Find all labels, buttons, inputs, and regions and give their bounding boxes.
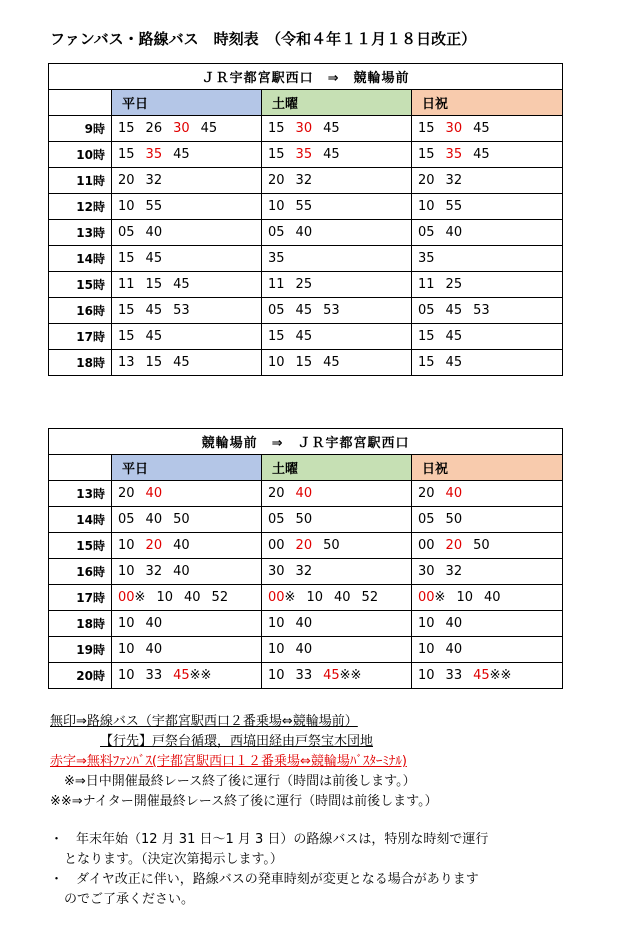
- saturday-times-cell: [262, 116, 412, 142]
- table-row: [49, 507, 563, 533]
- departure-minute: 40: [295, 616, 313, 631]
- departure-minute: 05: [418, 512, 435, 527]
- departure-minute: 35: [445, 147, 463, 162]
- holiday-times-cell: [412, 585, 563, 611]
- departure-minute: 00※: [418, 590, 446, 605]
- departure-minute: 45: [145, 329, 163, 344]
- holiday-times-cell: [412, 533, 563, 559]
- departure-minute: 10: [418, 668, 435, 683]
- service-mark: ※: [284, 590, 296, 605]
- holiday-times-cell: [412, 663, 563, 689]
- hour-cell: 15時: [49, 533, 112, 559]
- service-mark: ※: [134, 590, 146, 605]
- departure-minute: 20: [418, 173, 435, 188]
- holiday-times-cell: [412, 142, 563, 168]
- table-row: [49, 611, 563, 637]
- hour-cell: 13時: [49, 481, 112, 507]
- page-title: ファンバス・路線バス 時刻表 （令和４年１１月１８日改正）: [50, 30, 477, 48]
- saturday-times-cell: [262, 559, 412, 585]
- table-row: [49, 194, 563, 220]
- table-row: [49, 324, 563, 350]
- departure-minute: 10: [118, 199, 135, 214]
- departure-minute: 30: [418, 564, 435, 579]
- departure-minute: 50: [473, 538, 490, 553]
- departure-minute: 10: [156, 590, 173, 605]
- departure-minute: 13: [118, 355, 135, 370]
- departure-minute: 15: [268, 329, 285, 344]
- timetable-to-station: [48, 428, 563, 689]
- legend-destination: 【行先】戸祭台循環，西塙田経由戸祭宝木団地: [100, 734, 374, 749]
- departure-minute: 45: [173, 147, 190, 162]
- departure-minute: 20: [118, 486, 135, 501]
- table-row: [49, 298, 563, 324]
- legend-plain: 無印⇒路線バス（宇都宮駅西口２番乗場⇔競輪場前）: [50, 714, 358, 729]
- departure-minute: 45※※: [173, 668, 212, 683]
- notice-new-year: ・ 年末年始（12 月 31 日～1 月 3 日）の路線バスは，特別な時刻で運行 となります。（決定次第掲示します。）: [50, 832, 489, 867]
- departure-minute: 15: [295, 355, 313, 370]
- departure-minute: 32: [295, 564, 313, 579]
- weekday-times-cell: [112, 142, 262, 168]
- holiday-times-cell: [412, 298, 563, 324]
- departure-minute: 15: [418, 329, 435, 344]
- departure-minute: 45※※: [473, 668, 512, 683]
- departure-minute: 50: [173, 512, 190, 527]
- departure-minute: 45※※: [323, 668, 362, 683]
- weekday-times-cell: [112, 168, 262, 194]
- departure-minute: 45: [323, 121, 340, 136]
- departure-minute: 45: [445, 355, 463, 370]
- departure-minute: 45: [295, 329, 313, 344]
- departure-minute: 20: [118, 173, 135, 188]
- hour-cell: 10時: [49, 142, 112, 168]
- saturday-times-cell: [262, 350, 412, 376]
- departure-minute: 40: [173, 538, 190, 553]
- departure-minute: 10: [268, 616, 285, 631]
- hour-cell: 16時: [49, 298, 112, 324]
- weekday-header: 平日: [112, 90, 262, 116]
- departure-minute: 40: [445, 616, 463, 631]
- hour-cell: 14時: [49, 246, 112, 272]
- saturday-times-cell: [262, 272, 412, 298]
- departure-minute: 53: [323, 303, 340, 318]
- hour-column-header: [49, 455, 112, 481]
- saturday-times-cell: [262, 611, 412, 637]
- holiday-times-cell: [412, 559, 563, 585]
- holiday-times-cell: [412, 507, 563, 533]
- departure-minute: 10: [118, 616, 135, 631]
- holiday-times-cell: [412, 611, 563, 637]
- departure-minute: 05: [268, 512, 285, 527]
- departure-minute: 33: [445, 668, 463, 683]
- saturday-times-cell: [262, 324, 412, 350]
- departure-minute: 20: [445, 538, 463, 553]
- departure-minute: 11: [118, 277, 135, 292]
- departure-minute: 45: [145, 251, 163, 266]
- departure-minute: 20: [295, 538, 313, 553]
- route-header: 競輪場前 ⇒ ＪＲ宇都宮駅西口: [49, 429, 563, 455]
- weekday-times-cell: [112, 585, 262, 611]
- service-mark: ※※: [339, 668, 362, 683]
- departure-minute: 50: [323, 538, 340, 553]
- departure-minute: 00※: [118, 590, 146, 605]
- saturday-times-cell: [262, 194, 412, 220]
- departure-minute: 15: [118, 147, 135, 162]
- legend-red: 赤字⇒無料ﾌｧﾝﾊﾞｽ(宇都宮駅西口１２番乗場⇔競輪場ﾊﾞｽﾀｰﾐﾅﾙ): [50, 754, 407, 769]
- table-row: [49, 559, 563, 585]
- departure-minute: 45: [323, 147, 340, 162]
- saturday-times-cell: [262, 220, 412, 246]
- departure-minute: 05: [118, 225, 135, 240]
- service-mark: ※※: [489, 668, 512, 683]
- departure-minute: 10: [268, 355, 285, 370]
- weekday-times-cell: [112, 246, 262, 272]
- weekday-times-cell: [112, 481, 262, 507]
- holiday-header: 日祝: [412, 455, 563, 481]
- table-row: [49, 220, 563, 246]
- hour-cell: 15時: [49, 272, 112, 298]
- departure-minute: 45: [295, 303, 313, 318]
- departure-minute: 20: [268, 173, 285, 188]
- departure-minute: 40: [145, 512, 163, 527]
- holiday-header: 日祝: [412, 90, 563, 116]
- weekday-header: 平日: [112, 455, 262, 481]
- table-row: [49, 272, 563, 298]
- departure-minute: 45: [200, 121, 218, 136]
- hour-cell: 18時: [49, 611, 112, 637]
- departure-minute: 35: [295, 147, 313, 162]
- departure-minute: 15: [418, 121, 435, 136]
- holiday-times-cell: [412, 194, 563, 220]
- hour-cell: 18時: [49, 350, 112, 376]
- departure-minute: 45: [173, 355, 190, 370]
- holiday-times-cell: [412, 481, 563, 507]
- departure-minute: 55: [295, 199, 313, 214]
- departure-minute: 32: [445, 564, 463, 579]
- table-row: [49, 533, 563, 559]
- departure-minute: 25: [445, 277, 463, 292]
- weekday-times-cell: [112, 298, 262, 324]
- departure-minute: 50: [445, 512, 463, 527]
- departure-minute: 40: [145, 225, 163, 240]
- departure-minute: 40: [184, 590, 201, 605]
- legend-mark2: ※※⇒ナイター開催最終レース終了後に運行（時間は前後します。）: [50, 794, 438, 809]
- departure-minute: 00: [418, 538, 435, 553]
- saturday-times-cell: [262, 298, 412, 324]
- service-mark: ※: [434, 590, 446, 605]
- departure-minute: 40: [295, 225, 313, 240]
- saturday-header: 土曜: [262, 90, 412, 116]
- legend-mark1: ※⇒日中開催最終レース終了後に運行（時間は前後します。）: [64, 774, 416, 789]
- departure-minute: 15: [118, 329, 135, 344]
- departure-minute: 45: [323, 355, 340, 370]
- departure-minute: 10: [418, 616, 435, 631]
- departure-minute: 10: [306, 590, 323, 605]
- departure-minute: 32: [145, 173, 163, 188]
- departure-minute: 30: [173, 121, 190, 136]
- saturday-times-cell: [262, 507, 412, 533]
- saturday-times-cell: [262, 246, 412, 272]
- weekday-times-cell: [112, 663, 262, 689]
- holiday-times-cell: [412, 168, 563, 194]
- saturday-times-cell: [262, 533, 412, 559]
- table-row: [49, 585, 563, 611]
- departure-minute: 50: [295, 512, 313, 527]
- table-row: [49, 481, 563, 507]
- departure-minute: 11: [418, 277, 435, 292]
- departure-minute: 11: [268, 277, 285, 292]
- departure-minute: 00: [268, 538, 285, 553]
- departure-minute: 32: [295, 173, 313, 188]
- table-row: [49, 116, 563, 142]
- weekday-times-cell: [112, 350, 262, 376]
- table-row: [49, 350, 563, 376]
- departure-minute: 15: [418, 147, 435, 162]
- departure-minute: 10: [456, 590, 473, 605]
- departure-minute: 40: [445, 486, 463, 501]
- holiday-times-cell: [412, 324, 563, 350]
- hour-cell: 17時: [49, 585, 112, 611]
- departure-minute: 33: [295, 668, 313, 683]
- table-row: [49, 142, 563, 168]
- departure-minute: 26: [145, 121, 163, 136]
- departure-minute: 05: [418, 303, 435, 318]
- departure-minute: 25: [295, 277, 313, 292]
- departure-minute: 45: [173, 277, 190, 292]
- departure-minute: 45: [445, 329, 463, 344]
- saturday-times-cell: [262, 142, 412, 168]
- saturday-times-cell: [262, 663, 412, 689]
- holiday-times-cell: [412, 116, 563, 142]
- departure-minute: 45: [145, 303, 163, 318]
- departure-minute: 40: [295, 642, 313, 657]
- departure-minute: 10: [418, 642, 435, 657]
- weekday-times-cell: [112, 272, 262, 298]
- holiday-times-cell: [412, 637, 563, 663]
- service-mark: ※※: [189, 668, 212, 683]
- departure-minute: 33: [145, 668, 163, 683]
- route-header: ＪＲ宇都宮駅西口 ⇒ 競輪場前: [49, 64, 563, 90]
- saturday-times-cell: [262, 168, 412, 194]
- departure-minute: 40: [295, 486, 313, 501]
- saturday-times-cell: [262, 585, 412, 611]
- hour-cell: 14時: [49, 507, 112, 533]
- departure-minute: 40: [145, 486, 163, 501]
- hour-cell: 19時: [49, 637, 112, 663]
- departure-minute: 20: [268, 486, 285, 501]
- departure-minute: 40: [173, 564, 190, 579]
- departure-minute: 15: [145, 277, 163, 292]
- hour-cell: 11時: [49, 168, 112, 194]
- departure-minute: 05: [268, 225, 285, 240]
- departure-minute: 45: [473, 147, 490, 162]
- holiday-times-cell: [412, 350, 563, 376]
- departure-minute: 30: [445, 121, 463, 136]
- departure-minute: 10: [268, 668, 285, 683]
- hour-cell: 16時: [49, 559, 112, 585]
- holiday-times-cell: [412, 272, 563, 298]
- departure-minute: 15: [418, 355, 435, 370]
- departure-minute: 35: [268, 251, 285, 266]
- departure-minute: 53: [473, 303, 490, 318]
- weekday-times-cell: [112, 507, 262, 533]
- weekday-times-cell: [112, 220, 262, 246]
- departure-minute: 15: [118, 303, 135, 318]
- departure-minute: 20: [145, 538, 163, 553]
- weekday-times-cell: [112, 533, 262, 559]
- departure-minute: 10: [418, 199, 435, 214]
- departure-minute: 40: [334, 590, 351, 605]
- departure-minute: 55: [445, 199, 463, 214]
- departure-minute: 10: [118, 564, 135, 579]
- departure-minute: 45: [473, 121, 490, 136]
- hour-cell: 12時: [49, 194, 112, 220]
- notice-schedule-change: ・ ダイヤ改正に伴い，路線バスの発車時刻が変更となる場合があります のでご了承ください。: [50, 872, 479, 907]
- departure-minute: 05: [268, 303, 285, 318]
- departure-minute: 10: [268, 642, 285, 657]
- weekday-times-cell: [112, 611, 262, 637]
- hour-column-header: [49, 90, 112, 116]
- hour-cell: 20時: [49, 663, 112, 689]
- departure-minute: 10: [268, 199, 285, 214]
- departure-minute: 53: [173, 303, 190, 318]
- hour-cell: 17時: [49, 324, 112, 350]
- holiday-times-cell: [412, 220, 563, 246]
- departure-minute: 10: [118, 668, 135, 683]
- departure-minute: 15: [118, 121, 135, 136]
- departure-minute: 05: [118, 512, 135, 527]
- departure-minute: 40: [445, 642, 463, 657]
- departure-minute: 15: [268, 121, 285, 136]
- departure-minute: 30: [268, 564, 285, 579]
- departure-minute: 05: [418, 225, 435, 240]
- departure-minute: 32: [145, 564, 163, 579]
- departure-minute: 52: [361, 590, 379, 605]
- departure-minute: 10: [118, 538, 135, 553]
- departure-minute: 00※: [268, 590, 296, 605]
- departure-minute: 45: [445, 303, 463, 318]
- hour-cell: 9時: [49, 116, 112, 142]
- departure-minute: 15: [145, 355, 163, 370]
- departure-minute: 40: [145, 616, 163, 631]
- weekday-times-cell: [112, 637, 262, 663]
- weekday-times-cell: [112, 116, 262, 142]
- table-row: [49, 637, 563, 663]
- holiday-times-cell: [412, 246, 563, 272]
- departure-minute: 10: [118, 642, 135, 657]
- departure-minute: 20: [418, 486, 435, 501]
- saturday-times-cell: [262, 481, 412, 507]
- departure-minute: 15: [118, 251, 135, 266]
- departure-minute: 15: [268, 147, 285, 162]
- departure-minute: 40: [484, 590, 501, 605]
- departure-minute: 32: [445, 173, 463, 188]
- table-row: [49, 663, 563, 689]
- table-row: [49, 168, 563, 194]
- timetable-to-keirinjo: [48, 63, 563, 376]
- weekday-times-cell: [112, 559, 262, 585]
- legend-notes: [50, 712, 488, 910]
- departure-minute: 40: [145, 642, 163, 657]
- departure-minute: 35: [418, 251, 435, 266]
- weekday-times-cell: [112, 194, 262, 220]
- hour-cell: 13時: [49, 220, 112, 246]
- departure-minute: 52: [211, 590, 229, 605]
- saturday-times-cell: [262, 637, 412, 663]
- departure-minute: 40: [445, 225, 463, 240]
- departure-minute: 55: [145, 199, 163, 214]
- weekday-times-cell: [112, 324, 262, 350]
- departure-minute: 30: [295, 121, 313, 136]
- saturday-header: 土曜: [262, 455, 412, 481]
- table-row: [49, 246, 563, 272]
- departure-minute: 35: [145, 147, 163, 162]
